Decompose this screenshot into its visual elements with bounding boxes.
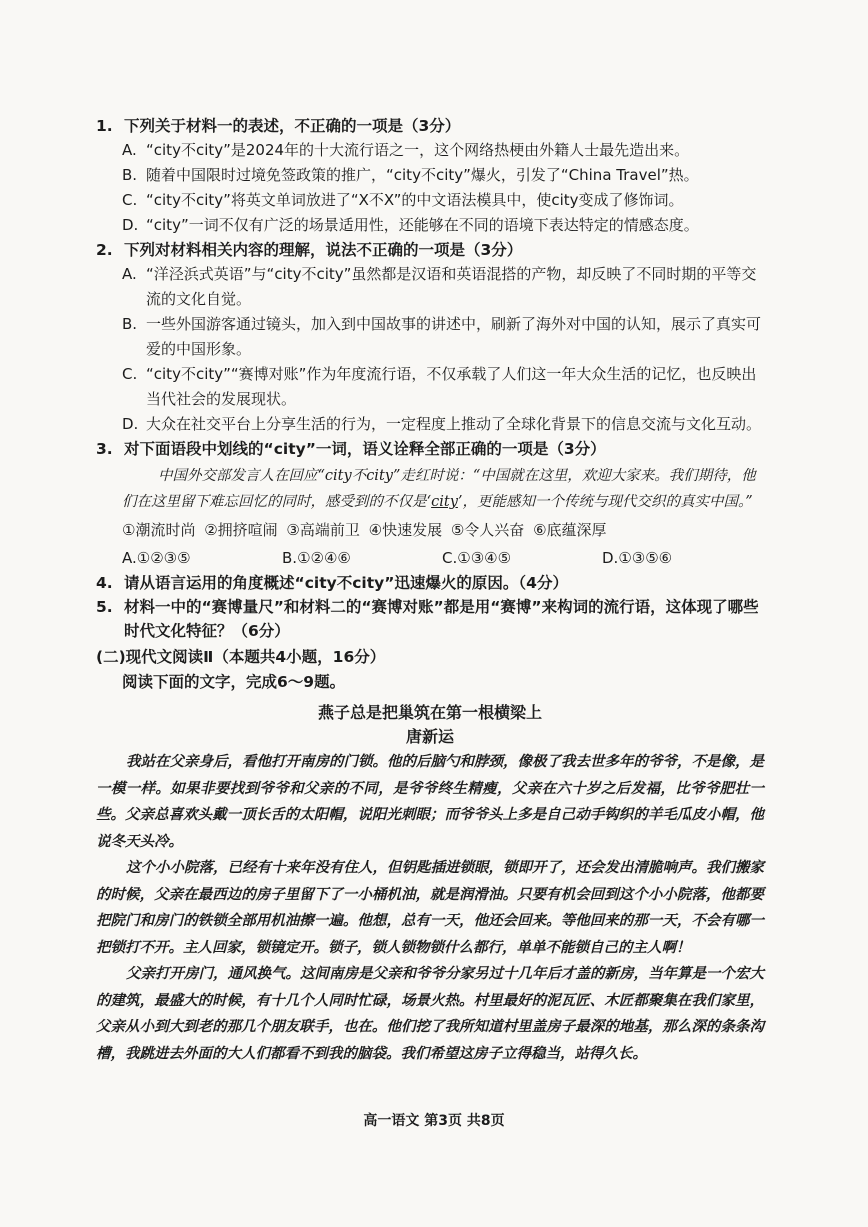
question-1-option-d: D. “city”一词不仅有广泛的场景适用性，还能够在不同的语境下表达特定的情感态度。 <box>122 216 699 234</box>
passage-paragraph-2: 这个小小院落，已经有十来年没有住人，但钥匙插进锁眼，锁即开了，还会发出清脆响声。我们搬家的时候，父亲在最西边的房子里留下了一小桶机油，就是润滑油。只要有机会回到这个小小院落，他都要把院门和房门的铁锁全部用机油擦一遍。他想，总有一天，他还会回来。等他回来的那一天，不会有哪一把锁打不开。主人回家，锁镜定开。锁子，锁人锁物锁什么都行，单单不能锁自己的主人啊！ <box>96 859 764 956</box>
question-3-answers <box>122 545 764 571</box>
question-1-option-a: A. “city不city”是2024年的十大流行语之一，这个网络热梗由外籍人士最先造出来。 <box>122 141 690 159</box>
question-1-option-c: C. “city不city”将英文单词放进了“X不X”的中文语法模具中，使city变成了修饰词。 <box>122 191 684 209</box>
question-1-stem: 1. 下列关于材料一的表述，不正确的一项是（3分） <box>96 117 461 135</box>
question-3-answer-b: B.①②④⑥ <box>282 549 351 567</box>
passage-paragraph-3: 父亲打开房门，通风换气。这间南房是父亲和爷爷分家另过十几年后才盖的新房，当年算是一个宏大的建筑，最盛大的时候，有十几个人同时忙碌，场景火热。村里最好的泥瓦匠、木匠都聚集在我们家里，父亲从小到大到老的那几个朋友联手，也在。他们挖了我所知道村里盖房子最深的地基，那么深的条条沟槽，我跳进去外面的大人们都看不到我的脑袋。我们希望这房子立得稳当，站得久长。 <box>96 965 764 1062</box>
question-2-option-c: C. “city不city”“赛博对账”作为年度流行语，不仅承载了人们这一年大众生活的记忆，也反映出当代社会的发展现状。 <box>122 365 757 408</box>
question-3-quote: 中国外交部发言人在回应“city不city”走红时说：“中国就在这里，欢迎大家来。我们期待，他们在这里留下难忘回忆的同时，感受到的不仅是‘city’，更能感知一个传统与现代交织的真实中国。” <box>122 468 756 510</box>
question-3-answer-a: A.①②③⑤ <box>122 549 191 567</box>
section-2-heading: (二)现代文阅读Ⅱ（本题共4小题，16分） <box>96 648 386 666</box>
question-2-stem: 2. 下列对材料相关内容的理解，说法不正确的一项是（3分） <box>96 241 523 259</box>
passage-paragraph-1: 我站在父亲身后，看他打开南房的门锁。他的后脑勺和脖颈，像极了我去世多年的爷爷，不是像，是一模一样。如果非要找到爷爷和父亲的不同，是爷爷终生精瘦，父亲在六十岁之后发福，比爷爷肥壮一些。父亲总喜欢头戴一顶长舌的太阳帽，说阳光刺眼；而爷爷头上多是自己动手钩织的羊毛瓜皮小帽，他说冬天头冷。 <box>96 753 764 850</box>
page-content <box>96 114 764 1067</box>
question-5-stem: 5. 材料一中的“赛博量尺”和材料二的“赛博对账”都是用“赛博”来构词的流行语，这体现了哪些时代文化特征？（6分） <box>96 598 759 640</box>
passage-author: 唐新运 <box>405 727 454 746</box>
question-2-option-a: A. “洋泾浜式英语”与“city不city”虽然都是汉语和英语混搭的产物，却反映了不同时期的平等交流的文化自觉。 <box>122 265 757 308</box>
section-2-instruction: 阅读下面的文字，完成6～9题。 <box>122 673 346 691</box>
question-3-choices: ①潮流时尚 ②拥挤喧闹 ③高端前卫 ④快速发展 ⑤令人兴奋 ⑥底蕴深厚 <box>122 521 607 539</box>
question-2-option-d: D. 大众在社交平台上分享生活的行为，一定程度上推动了全球化背景下的信息交流与文化互动。 <box>122 415 762 433</box>
question-1-option-b: B. 随着中国限时过境免签政策的推广，“city不city”爆火，引发了“China Travel”热。 <box>122 166 699 184</box>
question-3-stem: 3. 对下面语段中划线的“city”一词，语义诠释全部正确的一项是（3分） <box>96 440 606 458</box>
question-4-stem: 4. 请从语言运用的角度概述“city不city”迅速爆火的原因。（4分） <box>96 574 568 592</box>
question-3-answer-c: C.①③④⑤ <box>442 549 512 567</box>
question-2-option-b: B. 一些外国游客通过镜头，加入到中国故事的讲述中，刷新了海外对中国的认知，展示了真实可爱的中国形象。 <box>122 315 762 358</box>
passage-title: 燕子总是把巢筑在第一根横梁上 <box>317 703 542 722</box>
question-3-answer-d: D.①③⑤⑥ <box>602 549 673 567</box>
page-footer: 高一语文 第3页 共8页 <box>363 1113 505 1129</box>
underlined-city: city <box>431 494 458 510</box>
